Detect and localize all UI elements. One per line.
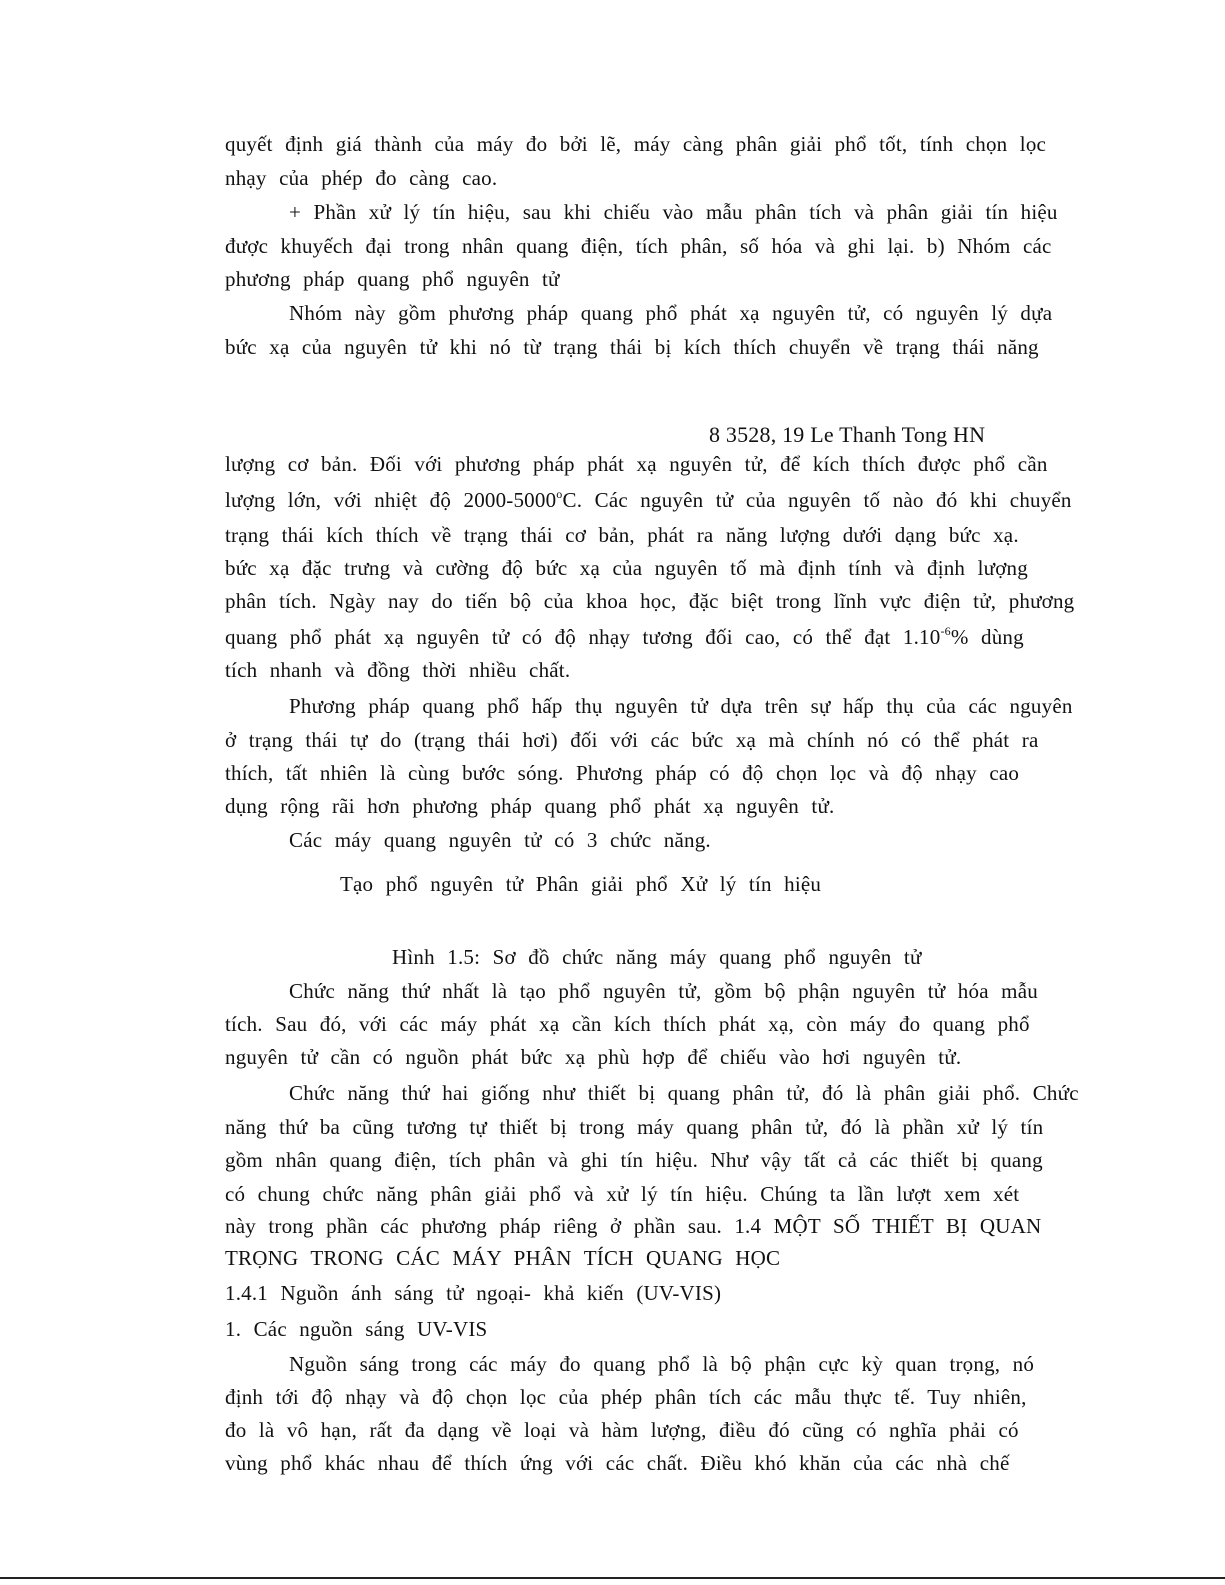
page-bottom-rule — [0, 1577, 1225, 1579]
temp-before: lượng lớn, với nhiệt độ 2000-5000 — [225, 488, 557, 512]
text-line: năng thứ ba cũng tương tự thiết bị trong máy quang phân tử, đó là phần xử lý tín — [225, 1115, 1044, 1139]
text-line: được khuyếch đại trong nhân quang điện, tích phân, số hóa và ghi lại. b) Nhóm các — [225, 234, 1052, 258]
exponent-sup: -6 — [940, 624, 951, 638]
text-line: Chức năng thứ nhất là tạo phổ nguyên tử, gồm bộ phận nguyên tử hóa mẫu — [289, 979, 1038, 1003]
text-line-temperature — [225, 486, 1175, 514]
text-line: Chức năng thứ hai giống như thiết bị quang phân tử, đó là phân giải phổ. Chức — [289, 1081, 1079, 1105]
text-line: nhạy của phép đo càng cao. — [225, 166, 498, 190]
temp-after: C. Các nguyên tử của nguyên tố nào đó khi chuyển — [562, 488, 1072, 512]
text-line: trạng thái kích thích về trạng thái cơ bản, phát ra năng lượng dưới dạng bức xạ. — [225, 523, 1019, 547]
section-heading: TRỌNG TRONG CÁC MÁY PHÂN TÍCH QUANG HỌC — [225, 1246, 781, 1270]
text-line: tích nhanh và đồng thời nhiều chất. — [225, 658, 571, 682]
subsection-heading: 1.4.1 Nguồn ánh sáng tử ngoại- khả kiến (UV-VIS) — [225, 1281, 722, 1305]
text-line: thích, tất nhiên là cùng bước sóng. Phương pháp có độ chọn lọc và độ nhạy cao — [225, 761, 1020, 785]
text-line: Nguồn sáng trong các máy đo quang phổ là bộ phận cực kỳ quan trọng, nó — [289, 1352, 1035, 1376]
header-note: 8 3528, 19 Le Thanh Tong HN — [709, 422, 986, 447]
list-heading: 1. Các nguồn sáng UV-VIS — [225, 1317, 488, 1341]
text-line: có chung chức năng phân giải phổ và xử lý tín hiệu. Chúng ta lần lượt xem xét — [225, 1182, 1020, 1206]
text-line: lượng cơ bản. Đối với phương pháp phát xạ nguyên tử, để kích thích được phổ cần — [225, 452, 1048, 476]
text-line: tích. Sau đó, với các máy phát xạ cần kích thích phát xạ, còn máy đo quang phổ — [225, 1012, 1030, 1036]
text-line: định tới độ nhạy và độ chọn lọc của phép phân tích các mẫu thực tế. Tuy nhiên, — [225, 1385, 1027, 1409]
text-line: bức xạ của nguyên tử khi nó từ trạng thái bị kích thích chuyển về trạng thái năng — [225, 335, 1039, 359]
diagram-labels: Tạo phổ nguyên tử Phân giải phổ Xử lý tín hiệu — [340, 872, 822, 896]
text-line: gồm nhân quang điện, tích phân và ghi tín hiệu. Như vậy tất cả các thiết bị quang — [225, 1148, 1043, 1172]
text-line: ở trạng thái tự do (trạng thái hơi) đối với các bức xạ mà chính nó có thể phát ra — [225, 728, 1039, 752]
text-line: phương pháp quang phổ nguyên tử — [225, 267, 560, 291]
text-line: quyết định giá thành của máy đo bởi lẽ, máy càng phân giải phổ tốt, tính chọn lọc — [225, 132, 1047, 156]
text-line: bức xạ đặc trưng và cường độ bức xạ của nguyên tố mà định tính và định lượng — [225, 556, 1028, 580]
figure-caption: Hình 1.5: Sơ đồ chức năng máy quang phổ nguyên tử — [392, 945, 922, 969]
sens-after: % dùng — [950, 625, 1024, 649]
text-line: Nhóm này gồm phương pháp quang phổ phát xạ nguyên tử, có nguyên lý dựa — [289, 301, 1053, 325]
text-line-sensitivity — [225, 623, 1175, 651]
text-line: vùng phổ khác nhau để thích ứng với các chất. Điều khó khăn của các nhà chế — [225, 1451, 1010, 1475]
text-line: đo là vô hạn, rất đa dạng về loại và hàm lượng, điều đó cũng có nghĩa phải có — [225, 1418, 1019, 1442]
text-line: + Phần xử lý tín hiệu, sau khi chiếu vào mẫu phân tích và phân giải tín hiệu — [289, 200, 1058, 224]
text-line: này trong phần các phương pháp riêng ở phần sau. 1.4 MỘT SỐ THIẾT BỊ QUAN — [225, 1214, 1042, 1238]
sens-before: quang phổ phát xạ nguyên tử có độ nhạy tương đối cao, có thể đạt 1.10 — [225, 625, 941, 649]
degree-sup: o — [556, 487, 563, 501]
text-line: Các máy quang nguyên tử có 3 chức năng. — [289, 828, 711, 852]
text-line: phân tích. Ngày nay do tiến bộ của khoa học, đặc biệt trong lĩnh vực điện tử, phương — [225, 589, 1075, 613]
text-line: nguyên tử cần có nguồn phát bức xạ phù hợp để chiếu vào hơi nguyên tử. — [225, 1045, 962, 1069]
text-line: dụng rộng rãi hơn phương pháp quang phổ phát xạ nguyên tử. — [225, 794, 835, 818]
text-line: Phương pháp quang phổ hấp thụ nguyên tử dựa trên sự hấp thụ của các nguyên — [289, 694, 1073, 718]
